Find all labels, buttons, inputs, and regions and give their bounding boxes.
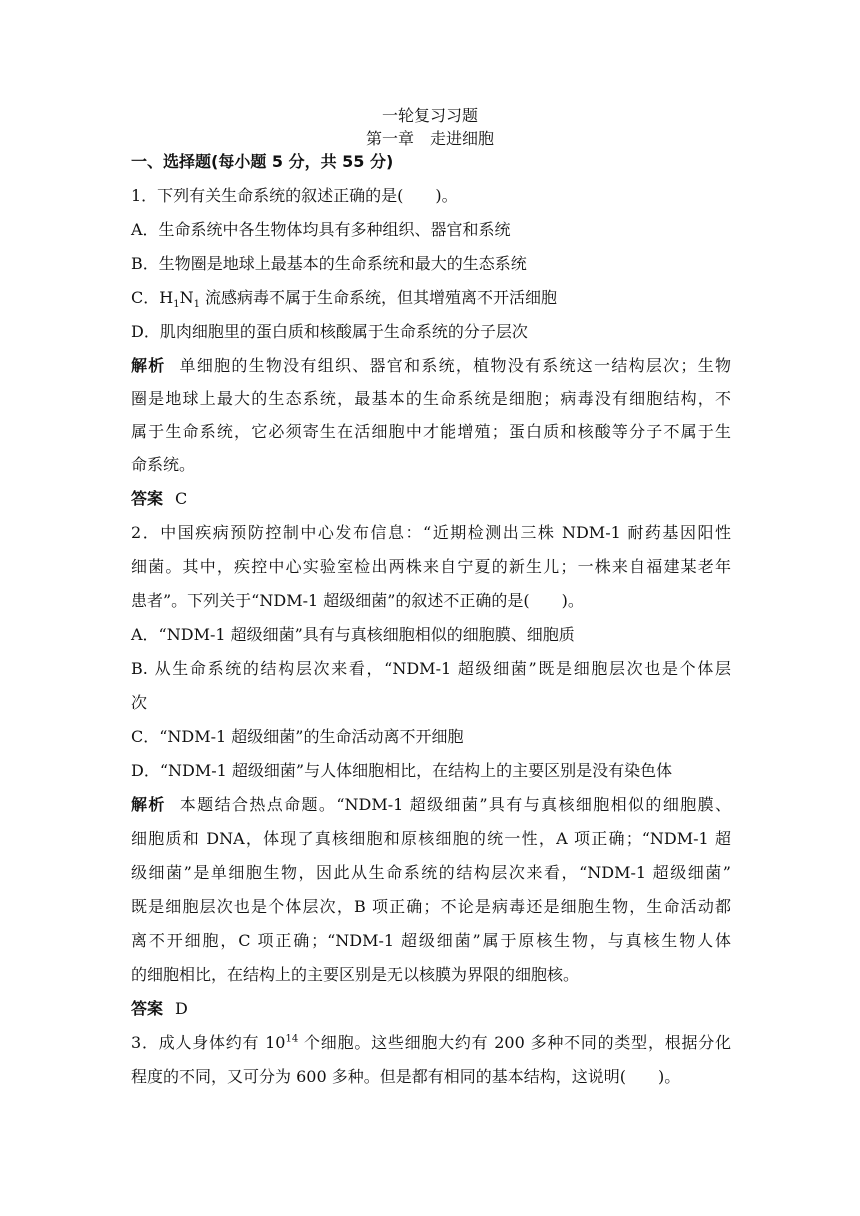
q1-analysis-label: 解析 [131,356,166,375]
q3-stem-line-2: 程度的不同，又可分为 600 多种。但是都有相同的基本结构，这说明( )。 [131,1067,681,1086]
q2-analysis-label: 解析 [131,795,166,814]
q2-option-c: C．“NDM-1 超级细菌”的生命活动离不开细胞 [131,727,464,746]
q1-analysis-line-4: 命系统。 [131,455,196,474]
q2-option-a: A．“NDM-1 超级细菌”具有与真核细胞相似的细胞膜、细胞质 [131,625,575,644]
q1-analysis-text-1: 单细胞的生物没有组织、器官和系统，植物没有系统这一结构层次；生物 [179,356,731,375]
q1-analysis-line-2: 圈是地球上最大的生态系统，最基本的生命系统是细胞；病毒没有细胞结构，不 [131,389,731,408]
q3-stem-part-b: 个细胞。这些细胞大约有 200 多种不同的类型，根据分化 [298,1033,731,1052]
q2-answer-label: 答案 [131,999,164,1018]
q1-answer [131,489,731,509]
q1-option-c-prefix: C．H [131,288,174,307]
q2-analysis-line-5: 离不开细胞，C 项正确；“NDM-1 超级细菌”属于原核生物，与真核生物人体 [131,931,731,950]
q3-stem-exponent: 14 [285,1033,299,1045]
q3-stem-line-1 [131,1033,731,1053]
q2-stem-line-3: 患者”。下列关于“NDM-1 超级细菌”的叙述不正确的是( )。 [131,591,584,610]
chapter-title: 第一章 走进细胞 [365,129,494,148]
q1-analysis-line-1 [131,356,731,376]
q1-stem: 1．下列有关生命系统的叙述正确的是( )。 [131,186,458,205]
q1-option-a: A．生命系统中各生物体均具有多种组织、器官和系统 [131,220,511,239]
q2-stem-line-1: 2．中国疾病预防控制中心发布信息：“近期检测出三株 NDM-1 耐药基因阳性 [131,523,731,542]
q2-analysis-line-4: 既是细胞层次也是个体层次，B 项正确；不论是病毒还是细胞生物，生命活动都 [131,897,731,916]
q2-analysis-line-1 [131,795,731,815]
q1-answer-label: 答案 [131,489,164,508]
q1-option-c-rest: 流感病毒不属于生命系统，但其增殖离不开活细胞 [199,288,558,307]
q2-option-b-line-2: 次 [131,693,148,712]
q2-stem-line-2: 细菌。其中，疾控中心实验室检出两株来自宁夏的新生儿；一株来自福建某老年 [131,557,731,576]
q2-option-d: D．“NDM-1 超级细菌”与人体细胞相比，在结构上的主要区别是没有染色体 [131,761,673,780]
document-title: 一轮复习习题 [381,106,478,125]
q1-option-c [131,288,731,311]
q1-option-d: D．肌肉细胞里的蛋白质和核酸属于生命系统的分子层次 [131,322,528,341]
q1-answer-value: C [175,489,188,508]
q1-option-c-sub2: 1 [193,299,200,311]
q1-analysis-line-3: 属于生命系统，它必须寄生在活细胞中才能增殖；蛋白质和核酸等分子不属于生 [131,422,731,441]
q2-analysis-line-3: 级细菌”是单细胞生物，因此从生命系统的结构层次来看，“NDM-1 超级细菌” [131,863,731,882]
q2-answer-value: D [175,999,188,1018]
q2-analysis-line-2: 细胞质和 DNA，体现了真核细胞和原核细胞的统一性，A 项正确；“NDM-1 超 [131,829,731,848]
q3-stem-part-a: 3．成人身体约有 10 [131,1033,286,1052]
q1-option-c-mid: N [179,288,194,307]
q1-option-b: B．生物圈是地球上最基本的生命系统和最大的生态系统 [131,254,527,273]
q2-analysis-text-1: 本题结合热点命题。“NDM-1 超级细菌”具有与真核细胞相似的细胞膜、 [179,795,731,814]
section-heading: 一、选择题(每小题 5 分，共 55 分) [131,152,394,171]
q2-option-b-line-1: B. 从生命系统的结构层次来看，“NDM-1 超级细菌”既是细胞层次也是个体层 [131,659,731,678]
q1-option-c-sub1: 1 [173,299,180,311]
q2-answer [131,999,731,1019]
q2-analysis-line-6: 的细胞相比，在结构上的主要区别是无以核膜为界限的细胞核。 [131,965,580,984]
